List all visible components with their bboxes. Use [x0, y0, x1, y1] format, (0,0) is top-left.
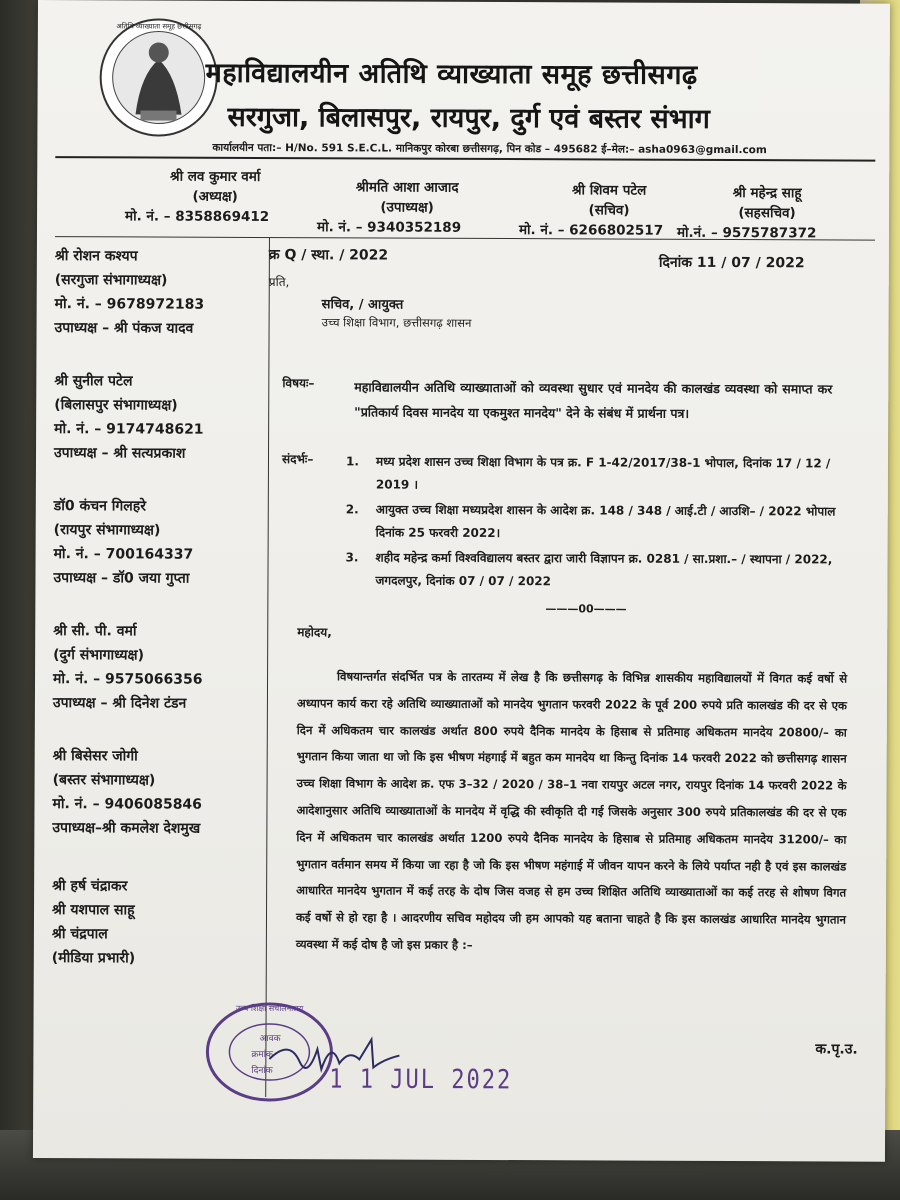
seal-line-3: दिनांक — [251, 1065, 273, 1077]
sidebar-phone: मो. नं. – 9406085846 — [52, 796, 202, 813]
reference-item — [345, 546, 845, 594]
bearer-phone: मो. नं. – 9340352189 — [316, 219, 462, 236]
sidebar-vp: उपाध्यक्ष – श्री सत्यप्रकाश — [53, 445, 186, 462]
bearer-post: (उपाध्यक्ष) — [380, 199, 434, 216]
subject-text: महाविद्यालयीन अतिथि व्याख्याताओं को व्यवस्था सुधार एवं मानदेय की कालखंड व्यवस्था को समाप्त कर "प्रतिकार्य दिवस मानदेय या एकमुश्त मानदेय" देने के संबंध में प्रार्थना पत्र। — [354, 379, 833, 421]
bearer-name: श्री लव कुमार वर्मा — [170, 168, 261, 185]
reference-text: आयुक्त उच्च शिक्षा मध्यप्रदेश शासन के आदेश क्र. 148 / 348 / आई.टी / आउशि– / 2022 भोपाल दिनांक 25 फरवरी 2022। — [375, 502, 836, 541]
sidebar-entry-durg — [53, 619, 203, 716]
sidebar-phone: मो. नं. – 9575066356 — [53, 671, 203, 688]
reference-number-label: 1. — [345, 454, 359, 469]
sidebar-phone: मो. नं. – 9678972183 — [54, 296, 205, 313]
sidebar-entry-raipur — [53, 494, 193, 591]
bearer-phone: मो.नं. – 9575787372 — [676, 224, 817, 242]
office-bearer-secretary — [519, 180, 699, 241]
reference-text: शहीद महेन्द्र कर्मा विश्वविद्यालय बस्तर द्वारा जारी विज्ञापन क्र. 0281 / सा.प्रशा.– / स्थापना / 2022, जगदलपुर, दिनांक 07 / 07 / 2022 — [375, 550, 833, 589]
letter-body: विषयान्तर्गत संदर्भित पत्र के तारतम्य में लेख है कि छत्तीसगढ़ के विभिन्न शासकीय महाविद्यालयों में विगत कई वर्षो से अध्यापन कार्य करा रहे अतिथि व्याख्याताओं को मानदेय भुगतान फरवरी 2022 के पूर्व 200 रुपये प्रति कालखंड की दर से एक दिन में अधिकतम चार कालखंड अर्थात 800 रुपये दैनिक मानदेय के हिसाब से प्रतिमाह अधिकतम मानदेय 20800/– का भुगतान किया जाता था जो कि इस भीषण मंहगाई में बहुत कम मानदेय था किन्तु दिनांक 14 फरवरी 2022 को छत्तीसगढ़ शासन उच्च शिक्षा विभाग के आदेश क्र. एफ 3–32 / 2020 / 38–1 नवा रायपुर अटल नगर, रायपुर दिनांक 14 फरवरी 2022 के आदेशानुसार अतिथि व्याख्याताओं के मानदेय में वृद्धि की स्वीकृति दी गई जिसके अनुसार 300 रुपये प्रतिकालखंड की दर से एक दिन में अधिकतम चार कालखंड अर्थात 1200 रुपये दैनिक मानदेय के हिसाब से प्रतिमाह अधिकतम मानदेय 31200/– का भुगतान वर्तमान समय में किया जा रहा है जो कि इस भीषण महंगाई में जीवन यापन करने के लिये पर्याप्त नही है एवं इस कालखंड आधारित मानदेय भुगतान में कई तरह के दोष जिस वजह से हम उच्च शिक्षित अतिथि व्याख्याताओं का कई तरह से शोषण विगत कई वर्षो से हो रहा है । आदरणीय सचिव महोदय जी हम आपको यह बताना चाहते है कि इस कालखंड आधारित मानदेय भुगतान व्यवस्था में कई दोष है जो इस प्रकार है :– — [295, 669, 848, 952]
subject-label: विषयः– — [282, 376, 315, 391]
sidebar-name: श्री सुनील पटेल — [54, 373, 133, 390]
sidebar-vp: उपाध्यक्ष – श्री दिनेश टंडन — [52, 695, 187, 712]
sidebar-name: डॉ0 कंचन गिलहरे — [53, 498, 147, 515]
seal-line-2: क्रमांक — [251, 1049, 273, 1061]
seal-line-1: आवक — [259, 1033, 281, 1045]
section-separator: ———00——— — [545, 602, 627, 616]
reference-number: क्र Q / स्था. / 2022 — [268, 247, 389, 264]
org-subtitle: सरगुजा, बिलासपुर, रायपुर, दुर्ग एवं बस्तर संभाग — [227, 101, 710, 135]
reference-item — [346, 450, 846, 498]
reference-item — [346, 498, 846, 546]
sidebar-post: (रायपुर संभागाध्यक्ष) — [53, 522, 161, 539]
sidebar-phone: मो. नं. – 9174748621 — [54, 421, 204, 438]
office-bearer-joint-secretary — [677, 183, 857, 244]
reference-text: मध्य प्रदेश शासन उच्च शिक्षा विभाग के पत्र क्र. F 1-42/2017/38-1 भोपाल, दिनांक 17 / 12 / 2019 । — [375, 454, 831, 492]
sidebar-name-3: श्री चंद्रपाल — [51, 926, 108, 943]
prati-label: प्रति, — [268, 275, 290, 290]
reference-number-label: 3. — [345, 550, 359, 565]
org-title: महाविद्यालयीन अतिथि व्याख्याता समूह छत्तीसगढ़ — [205, 57, 698, 91]
received-date-stamp: 1 1 JUL 2022 — [329, 1064, 513, 1096]
reference-number-label: 2. — [345, 502, 359, 517]
recipient-line-2: उच्च शिक्षा विभाग, छत्तीसगढ़ शासन — [321, 315, 472, 330]
bearer-name: श्री शिवम पटेल — [571, 182, 647, 199]
bearer-phone: मो. नं. – 8358869412 — [125, 208, 270, 226]
office-bearer-vice-president — [317, 177, 497, 238]
organization-logo — [95, 14, 222, 141]
seal-ring-text: उच्च शिक्षा संचालनालय — [235, 1003, 304, 1014]
sidebar-name-2: श्री यशपाल साहू — [51, 902, 135, 919]
sidebar-post: (दुर्ग संभागाध्यक्ष) — [53, 647, 145, 664]
letter-page — [33, 0, 890, 1162]
sidebar-entry-surguja — [55, 244, 205, 341]
bearer-post: (सहसचिव) — [738, 205, 796, 222]
logo-text: अतिथि व्याख्याता समूह छत्तीसगढ़ — [116, 22, 202, 31]
sidebar-name: श्री बिसेसर जोगी — [52, 748, 138, 765]
sidebar-phone: मो. नं. – 700164337 — [53, 546, 194, 563]
sidebar-vp: उपाध्यक्ष–श्री कमलेश देशमुख — [52, 820, 201, 837]
recipient-line-1: सचिव, / आयुक्त — [321, 297, 404, 313]
sidebar-name: श्री हर्ष चंद्राकर — [52, 878, 128, 895]
references-list — [345, 450, 846, 596]
sidebar-entry-media — [52, 874, 136, 970]
office-bearer-president — [125, 166, 305, 227]
org-address: कार्यालयीन पता:– H/No. 591 S.E.C.L. मानिकपुर कोरबा छत्तीसगढ़, पिन कोड – 495682 ई–मेल:– asha0963@gmail.com — [212, 141, 767, 157]
bearer-name: श्री महेन्द्र साहू — [732, 185, 802, 202]
bearer-name: श्रीमति आशा आजाद — [355, 179, 459, 196]
continued-mark: क.पृ.उ. — [815, 1041, 858, 1058]
sidebar-role: (मीडिया प्रभारी) — [51, 950, 136, 967]
sidebar-post: (सरगुजा संभागाध्यक्ष) — [54, 272, 168, 289]
sidebar-vp: उपाध्यक्ष – श्री पंकज यादव — [54, 320, 194, 337]
salutation: महोदय, — [297, 625, 332, 640]
sidebar-name: श्री रोशन कश्यप — [54, 248, 138, 265]
sidebar-post: (बिलासपुर संभागाध्यक्ष) — [54, 397, 178, 414]
references-label: संदर्भः– — [281, 452, 314, 467]
sidebar-divider — [265, 237, 270, 1097]
bearer-phone: मो. नं. – 6266802517 — [518, 222, 664, 239]
sidebar-post: (बस्तर संभागाध्यक्ष) — [52, 772, 156, 789]
sidebar-name: श्री सी. पी. वर्मा — [53, 623, 137, 640]
letter-date: दिनांक 11 / 07 / 2022 — [658, 254, 805, 272]
bearer-post: (अध्यक्ष) — [192, 188, 238, 205]
sidebar-entry-bilaspur — [54, 369, 204, 466]
bearer-post: (सचिव) — [588, 202, 630, 219]
sidebar-entry-bastar — [52, 744, 202, 841]
sidebar-vp: उपाध्यक्ष – डॉ0 जया गुप्ता — [53, 570, 190, 587]
